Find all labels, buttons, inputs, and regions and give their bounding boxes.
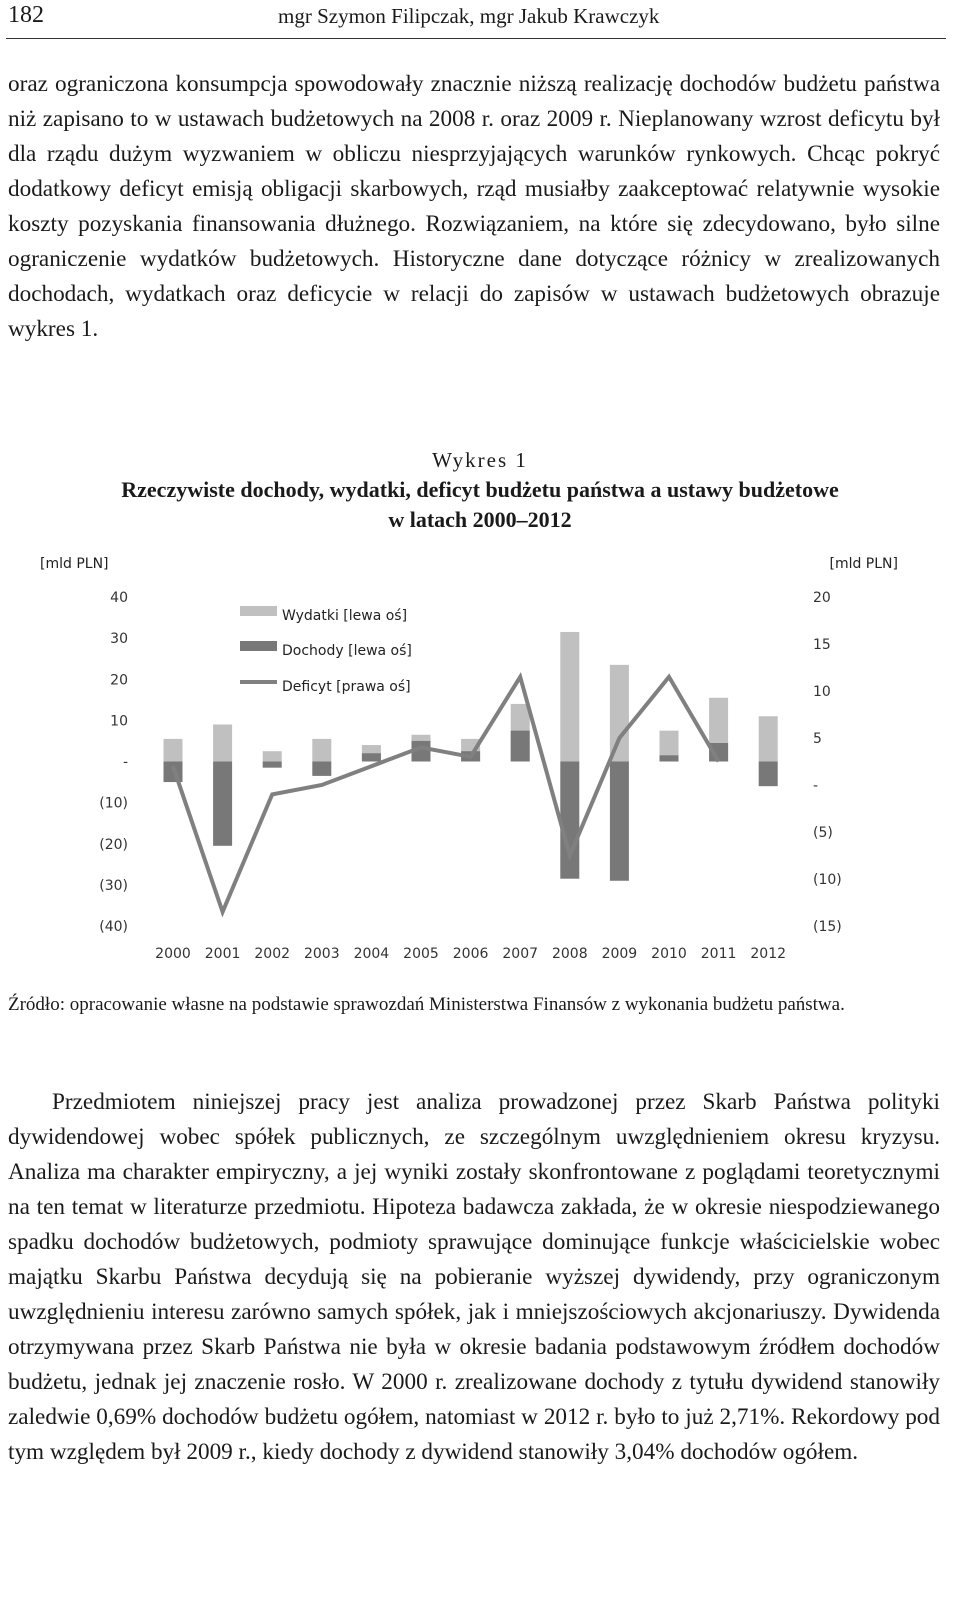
bar-dochody-2003 <box>312 762 331 776</box>
bar-wydatki-2001 <box>213 724 232 761</box>
figure-source: Źródło: opracowanie własne na podstawie sprawozdań Ministerstwa Finansów z wykonania budżetu państwa. <box>8 994 845 1015</box>
legend-label-deficyt: Deficyt [prawa oś] <box>282 679 411 695</box>
right-tick-label: (10) <box>813 872 842 888</box>
legend-label-wydatki: Wydatki [lewa oś] <box>282 608 408 624</box>
x-tick-label: 2012 <box>750 946 787 962</box>
x-tick-label: 2004 <box>353 946 390 962</box>
bar-wydatki-2003 <box>312 739 331 762</box>
line-deficyt <box>173 677 719 912</box>
right-tick-label: 20 <box>813 590 831 606</box>
bar-dochody-2007 <box>511 731 530 762</box>
header-rule <box>6 38 946 39</box>
bar-wydatki-2002 <box>263 751 282 761</box>
right-tick-label: 5 <box>813 731 822 747</box>
x-tick-label: 2011 <box>700 946 737 962</box>
figure-title-line-1: Rzeczywiste dochody, wydatki, deficyt budżetu państwa a ustawy budżetowe <box>121 477 839 502</box>
legend-swatch-wydatki <box>240 606 277 616</box>
page-header <box>0 0 960 44</box>
left-tick-label: (20) <box>99 836 128 853</box>
figure-title-line-2: w latach 2000–2012 <box>388 507 572 532</box>
x-tick-label: 2006 <box>452 946 489 962</box>
body-paragraph-1: oraz ograniczona konsumpcja spowodowały znacznie niższą realizację dochodów budżetu państwa niż zapisano to w ustawach budżetowych na 2008 r. oraz 2009 r. Nieplanowany wzrost deficytu był dla rządu dużym wyzwaniem w obliczu niesprzyjających warunków rynkowych. Chcąc pokryć dodatkowy deficyt emisją obligacji skarbowych, rząd musiałby zaakceptować relatywnie wysokie koszty pozyskania finansowania dłużnego. Rozwiązaniem, na które się zdecydowano, było silne ograniczenie wydatków budżetowych. Historyczne dane dotyczące różnicy w zrealizowanych dochodach, wydatkach oraz deficycie w relacji do zapisów w ustawach budżetowych obrazuje wykres 1. <box>8 71 940 342</box>
bar-dochody-2002 <box>263 762 282 768</box>
left-tick-label: 10 <box>110 713 128 730</box>
left-axis-unit: [mld PLN] <box>40 556 109 572</box>
x-tick-label: 2008 <box>551 946 588 962</box>
running-head-authors: mgr Szymon Filipczak, mgr Jakub Krawczyk <box>278 4 660 28</box>
right-tick-label: 10 <box>813 684 831 700</box>
right-axis-unit: [mld PLN] <box>829 556 898 572</box>
bar-wydatki-2012 <box>759 716 778 761</box>
bar-wydatki-2000 <box>164 739 183 762</box>
left-tick-label: - <box>122 754 128 771</box>
x-tick-label: 2002 <box>254 946 291 962</box>
left-tick-label: (10) <box>99 795 128 812</box>
bar-dochody-2010 <box>660 755 679 761</box>
legend-label-dochody: Dochody [lewa oś] <box>282 643 412 659</box>
bar-dochody-2004 <box>362 753 381 761</box>
body-paragraph-2: Przedmiotem niniejszej pracy jest analiza prowadzonej przez Skarb Państwa polityki dywidendowej wobec spółek publicznych, ze szczególnym uwzględnieniem okresu kryzysu. Analiza ma charakter empiryczny, a jej wyniki zostały skonfrontowane z poglądami teoretycznymi na ten temat w literaturze przedmiotu. Hipoteza badawcza zakłada, że w okresie niespodziewanego spadku dochodów budżetowych, podmioty sprawujące dominujące funkcje właścicielskie wobec majątku Skarbu Państwa decydują się na pobieranie wyższej dywidendy, przy ograniczonym uwzględnieniu interesu zarówno samych spółek, jak i mniejszościowych akcjonariuszy. Dywidenda otrzymywana przez Skarb Państwa nie była w okresie badania podstawowym źródłem dochodów budżetu, jednak jej znaczenie rosło. W 2000 r. zrealizowane dochody z tytułu dywidend stanowiły zaledwie 0,69% dochodów budżetu ogółem, natomiast w 2012 r. było to już 2,71%. Rekordowy pod tym względem był 2009 r., kiedy dochody z dywidend stanowiły 3,04% dochodów ogółem. <box>8 1089 940 1465</box>
x-tick-label: 2009 <box>601 946 638 962</box>
bar-dochody-2009 <box>610 762 629 881</box>
bar-wydatki-2008 <box>560 632 579 762</box>
x-tick-label: 2007 <box>502 946 539 962</box>
bar-dochody-2008 <box>560 762 579 879</box>
x-tick-label: 2003 <box>303 946 340 962</box>
page-number: 182 <box>8 2 44 28</box>
left-tick-label: 20 <box>110 672 128 689</box>
x-tick-label: 2005 <box>403 946 439 962</box>
budget-chart <box>0 540 960 980</box>
figure-label: Wykres 1 <box>432 448 528 472</box>
right-tick-label: 15 <box>813 637 831 653</box>
x-tick-label: 2001 <box>204 946 241 962</box>
left-tick-label: 40 <box>110 590 128 606</box>
left-tick-label: (30) <box>99 877 128 894</box>
legend-swatch-dochody <box>240 641 277 651</box>
left-tick-label: (40) <box>99 919 128 935</box>
right-tick-label: (15) <box>813 919 842 935</box>
bar-dochody-2012 <box>759 762 778 787</box>
right-tick-label: (5) <box>813 825 833 841</box>
x-tick-label: 2010 <box>651 946 687 962</box>
left-tick-label: 30 <box>110 631 128 648</box>
x-tick-label: 2000 <box>155 946 191 962</box>
bar-dochody-2001 <box>213 762 232 846</box>
bar-wydatki-2009 <box>610 665 629 762</box>
right-tick-label: - <box>813 778 819 794</box>
